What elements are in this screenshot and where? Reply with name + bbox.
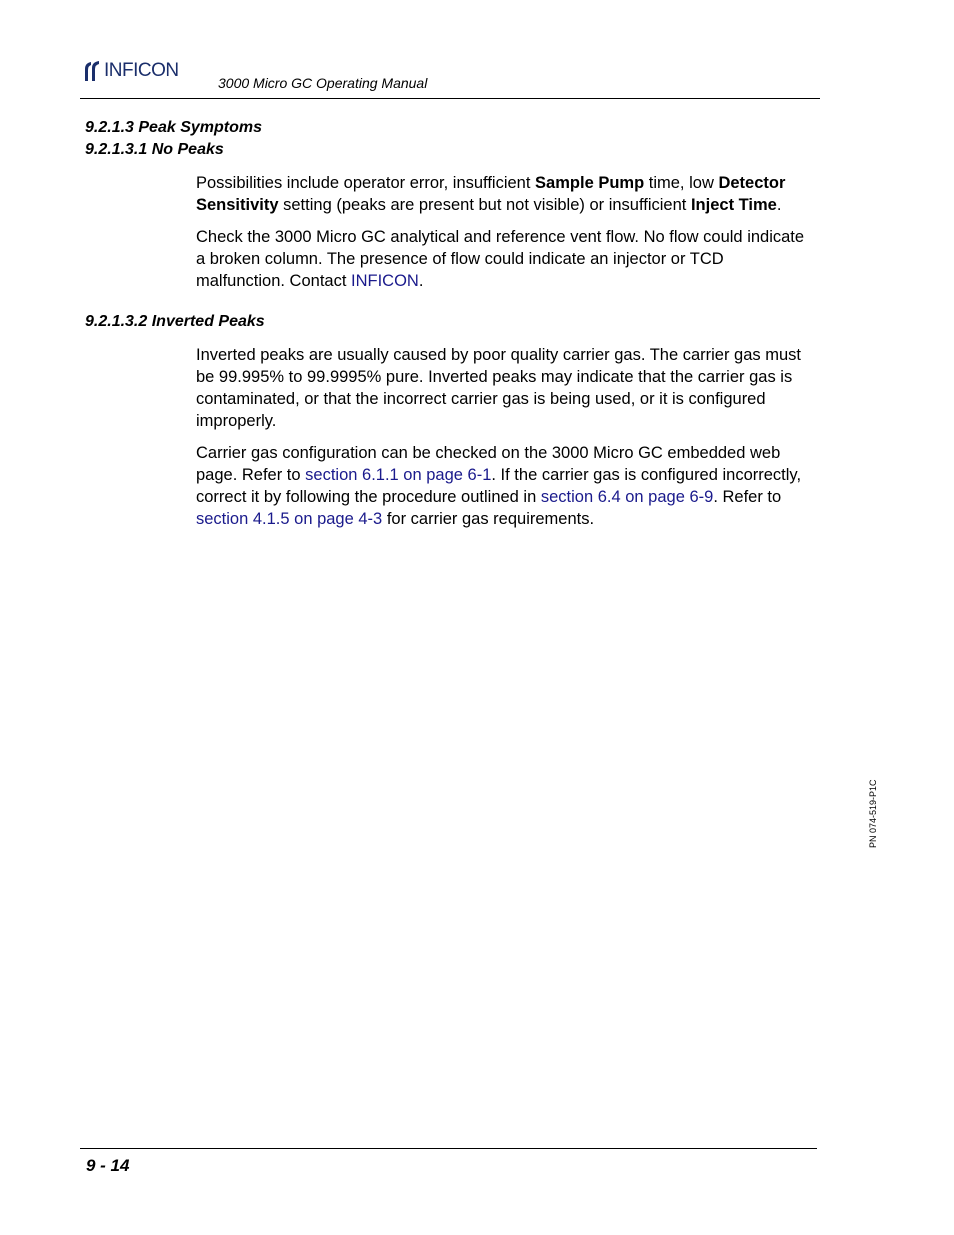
section-heading-peak-symptoms: 9.2.1.3 Peak Symptoms: [85, 119, 262, 136]
section-4-1-5-link[interactable]: section 4.1.5 on page 4-3: [196, 510, 383, 528]
section-6-4-link[interactable]: section 6.4 on page 6-9: [540, 488, 714, 506]
inficon-logo-icon: [82, 59, 102, 83]
section-6-1-1-link[interactable]: section 6.1.1 on page 6-1: [305, 466, 492, 484]
term-inject-time: Inject Time: [690, 196, 777, 214]
paragraph-inverted-peaks-1: Inverted peaks are usually caused by poor quality carrier gas. The carrier gas must be 99.995% to 99.9995% pure. Inverted peaks may indicate that the carrier gas is contaminated, or that the incorrect carrier gas is being used, or it is configured improperly.: [196, 346, 801, 430]
inficon-contact-link[interactable]: INFICON: [351, 272, 419, 290]
term-sample-pump: Sample Pump: [535, 174, 645, 192]
inficon-logo: [82, 58, 179, 84]
part-number: PN 074-519-P1C: [868, 779, 878, 848]
document-title: 3000 Micro GC Operating Manual: [218, 75, 428, 91]
section-heading-no-peaks: 9.2.1.3.1 No Peaks: [85, 141, 224, 158]
paragraph-inverted-peaks-2: Carrier gas configuration can be checked on the 3000 Micro GC embedded web page. Refer to section 6.1.1 on page 6-1. If the carrier gas is configured incorrectly, correct it by following the procedure outlined in section 6.4 on page 6-9. Refer to section 4.1.5 on page 4-3 for carrier gas requirements.: [196, 444, 802, 528]
section-heading-inverted-peaks: 9.2.1.3.2 Inverted Peaks: [85, 313, 265, 330]
footer-rule: [80, 1148, 817, 1149]
header-rule: [80, 98, 820, 99]
paragraph-no-peaks-2: Check the 3000 Micro GC analytical and reference vent flow. No flow could indicate a broken column. The presence of flow could indicate an injector or TCD malfunction. Contact INFICON.: [196, 228, 805, 290]
paragraph-no-peaks-1: Possibilities include operator error, insufficient Sample Pump time, low Detector Sensitivity setting (peaks are present but not visible) or insufficient Inject Time.: [196, 174, 786, 214]
page-number: 9 - 14: [86, 1156, 130, 1175]
term-detector-sensitivity: Detector Sensitivity: [196, 174, 786, 214]
logo-text: INFICON: [104, 60, 179, 81]
